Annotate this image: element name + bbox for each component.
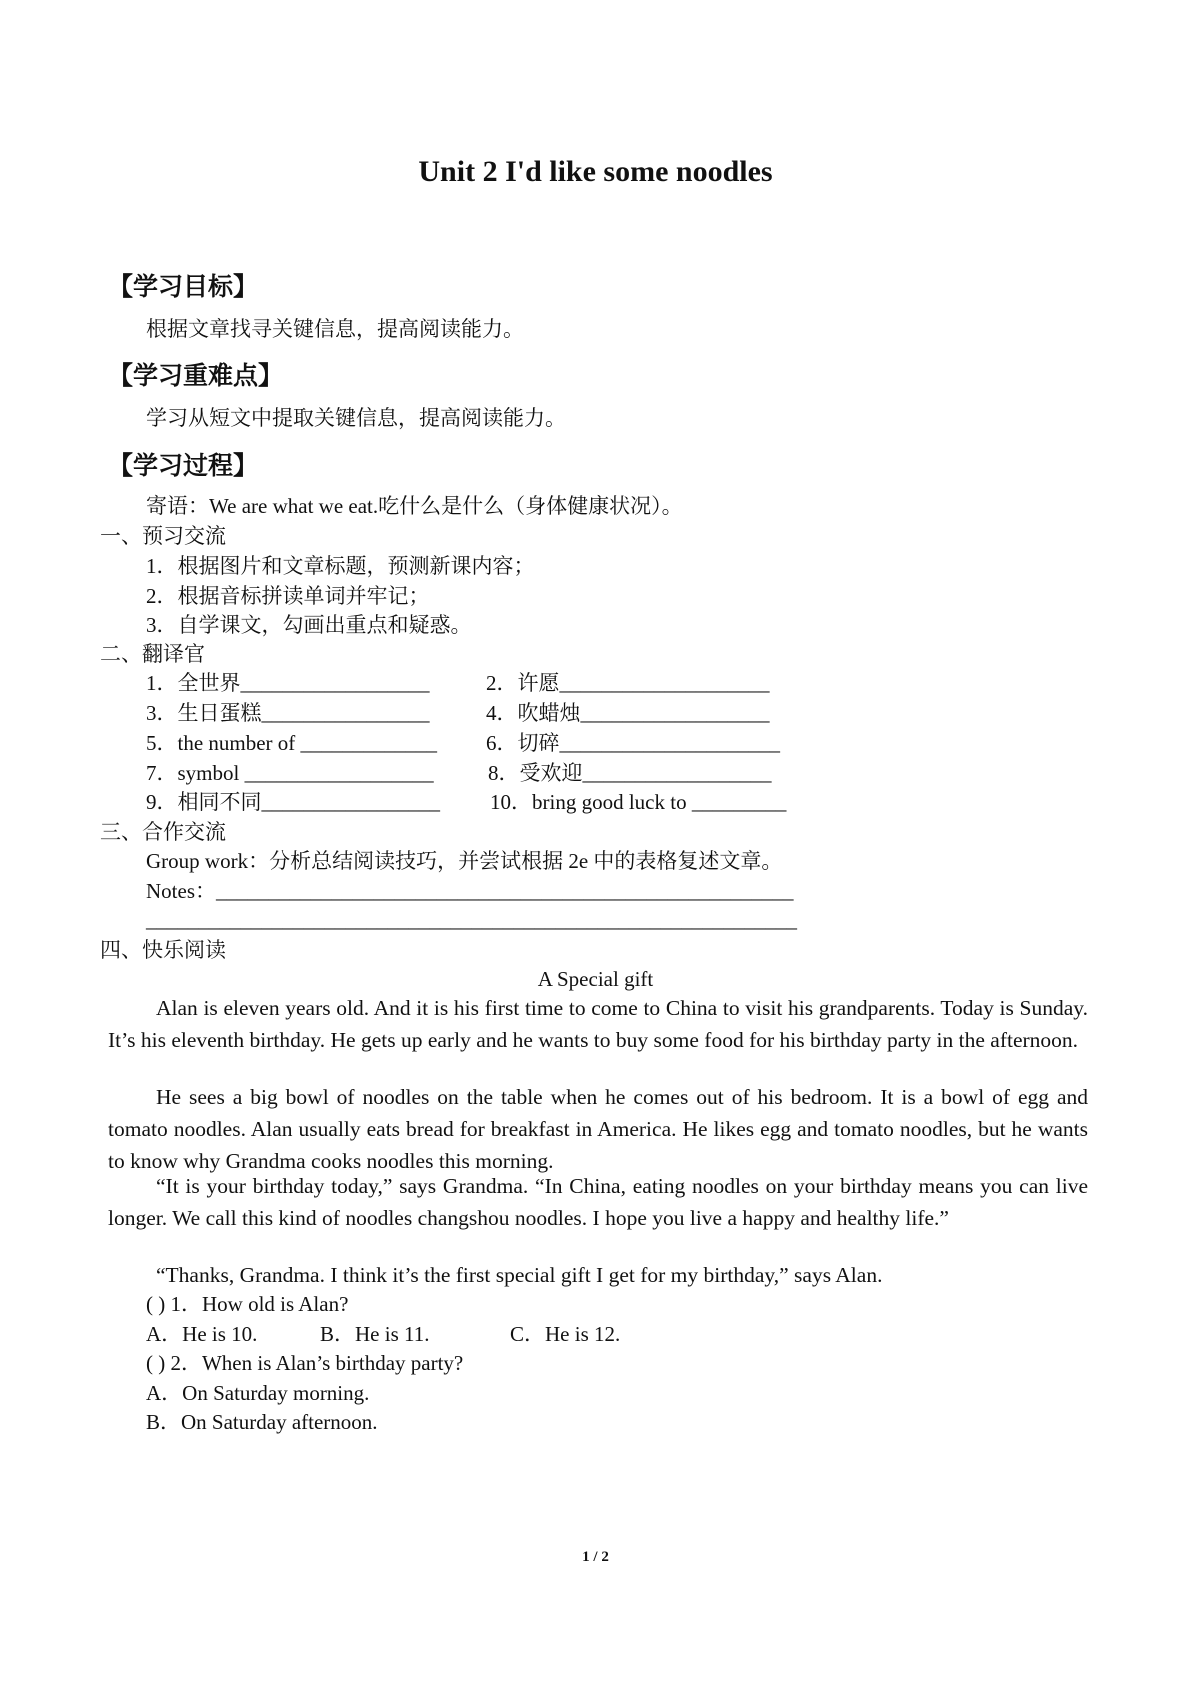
page-title: Unit 2 I'd like some noodles bbox=[418, 155, 773, 188]
translation-item: 3．生日蛋糕________________ bbox=[146, 701, 430, 725]
translation-item: 7．symbol __________________ bbox=[146, 761, 434, 785]
notes-line: Notes：_______________________________________________________ bbox=[146, 879, 794, 903]
translation-item: 6．切碎_____________________ bbox=[486, 731, 780, 755]
option-b: B．He is 11. bbox=[320, 1322, 430, 1346]
group-work-text: Group work：分析总结阅读技巧，并尝试根据 2e 中的表格复述文章。 bbox=[146, 849, 783, 873]
option-b: B．On Saturday afternoon. bbox=[146, 1410, 378, 1434]
question-stem: ( ) 1．How old is Alan? bbox=[146, 1292, 349, 1316]
part1-heading: 一、预习交流 bbox=[100, 524, 226, 548]
translation-item: 1．全世界__________________ bbox=[146, 671, 430, 695]
reading-paragraph: “Thanks, Grandma. I think it’s the first special gift I get for my birthday,” says Alan. bbox=[156, 1263, 883, 1287]
goal-text: 根据文章找寻关键信息，提高阅读能力。 bbox=[146, 317, 524, 341]
reading-paragraph: He sees a big bowl of noodles on the table when he comes out of his bedroom. It is a bowl of egg and tomato noodles. Alan usually eats bread for breakfast in America. He likes egg and tomato noodles, but he wants to know why Grandma cooks noodles this morning. bbox=[108, 1085, 1088, 1173]
list-item: 1．根据图片和文章标题，预测新课内容； bbox=[146, 554, 535, 578]
option-c: C．He is 12. bbox=[510, 1322, 621, 1346]
page-number: 1 / 2 bbox=[582, 1549, 609, 1565]
list-item: 3．自学课文，勾画出重点和疑惑。 bbox=[146, 613, 472, 637]
translation-item: 9．相同不同_________________ bbox=[146, 790, 440, 814]
reading-paragraph: Alan is eleven years old. And it is his first time to come to China to visit his grandparents. Today is Sunday. It’s his eleventh birthday. He gets up early and he wants to buy some food for his birthday party in the afternoon. bbox=[108, 996, 1088, 1052]
section-heading-process: 【学习过程】 bbox=[108, 451, 259, 480]
part4-heading: 四、快乐阅读 bbox=[100, 938, 226, 962]
question-stem: ( ) 2．When is Alan’s birthday party? bbox=[146, 1351, 464, 1375]
reading-title: A Special gift bbox=[537, 967, 654, 991]
translation-item: 5．the number of _____________ bbox=[146, 731, 438, 755]
section-heading-key-points: 【学习重难点】 bbox=[108, 361, 284, 390]
motto-text: 寄语：We are what we eat.吃什么是什么（身体健康状况）。 bbox=[146, 494, 683, 518]
part3-heading: 三、合作交流 bbox=[100, 820, 226, 844]
notes-line: ______________________________________________________________ bbox=[146, 908, 797, 932]
translation-item: 2．许愿____________________ bbox=[486, 671, 770, 695]
key-points-text: 学习从短文中提取关键信息，提高阅读能力。 bbox=[146, 406, 566, 430]
list-item: 2．根据音标拼读单词并牢记； bbox=[146, 584, 430, 608]
translation-item: 8．受欢迎__________________ bbox=[488, 761, 772, 785]
section-heading-goal: 【学习目标】 bbox=[108, 272, 259, 301]
option-a: A．On Saturday morning. bbox=[146, 1381, 370, 1405]
translation-item: 10．bring good luck to _________ bbox=[490, 790, 787, 814]
part2-heading: 二、翻译官 bbox=[100, 642, 205, 666]
reading-paragraph: “It is your birthday today,” says Grandma. “In China, eating noodles on your birthday means you can live longer. We call this kind of noodles changshou noodles. I hope you live a happy and healthy life.” bbox=[108, 1174, 1088, 1230]
translation-item: 4．吹蜡烛__________________ bbox=[486, 701, 770, 725]
option-a: A．He is 10. bbox=[146, 1322, 258, 1346]
